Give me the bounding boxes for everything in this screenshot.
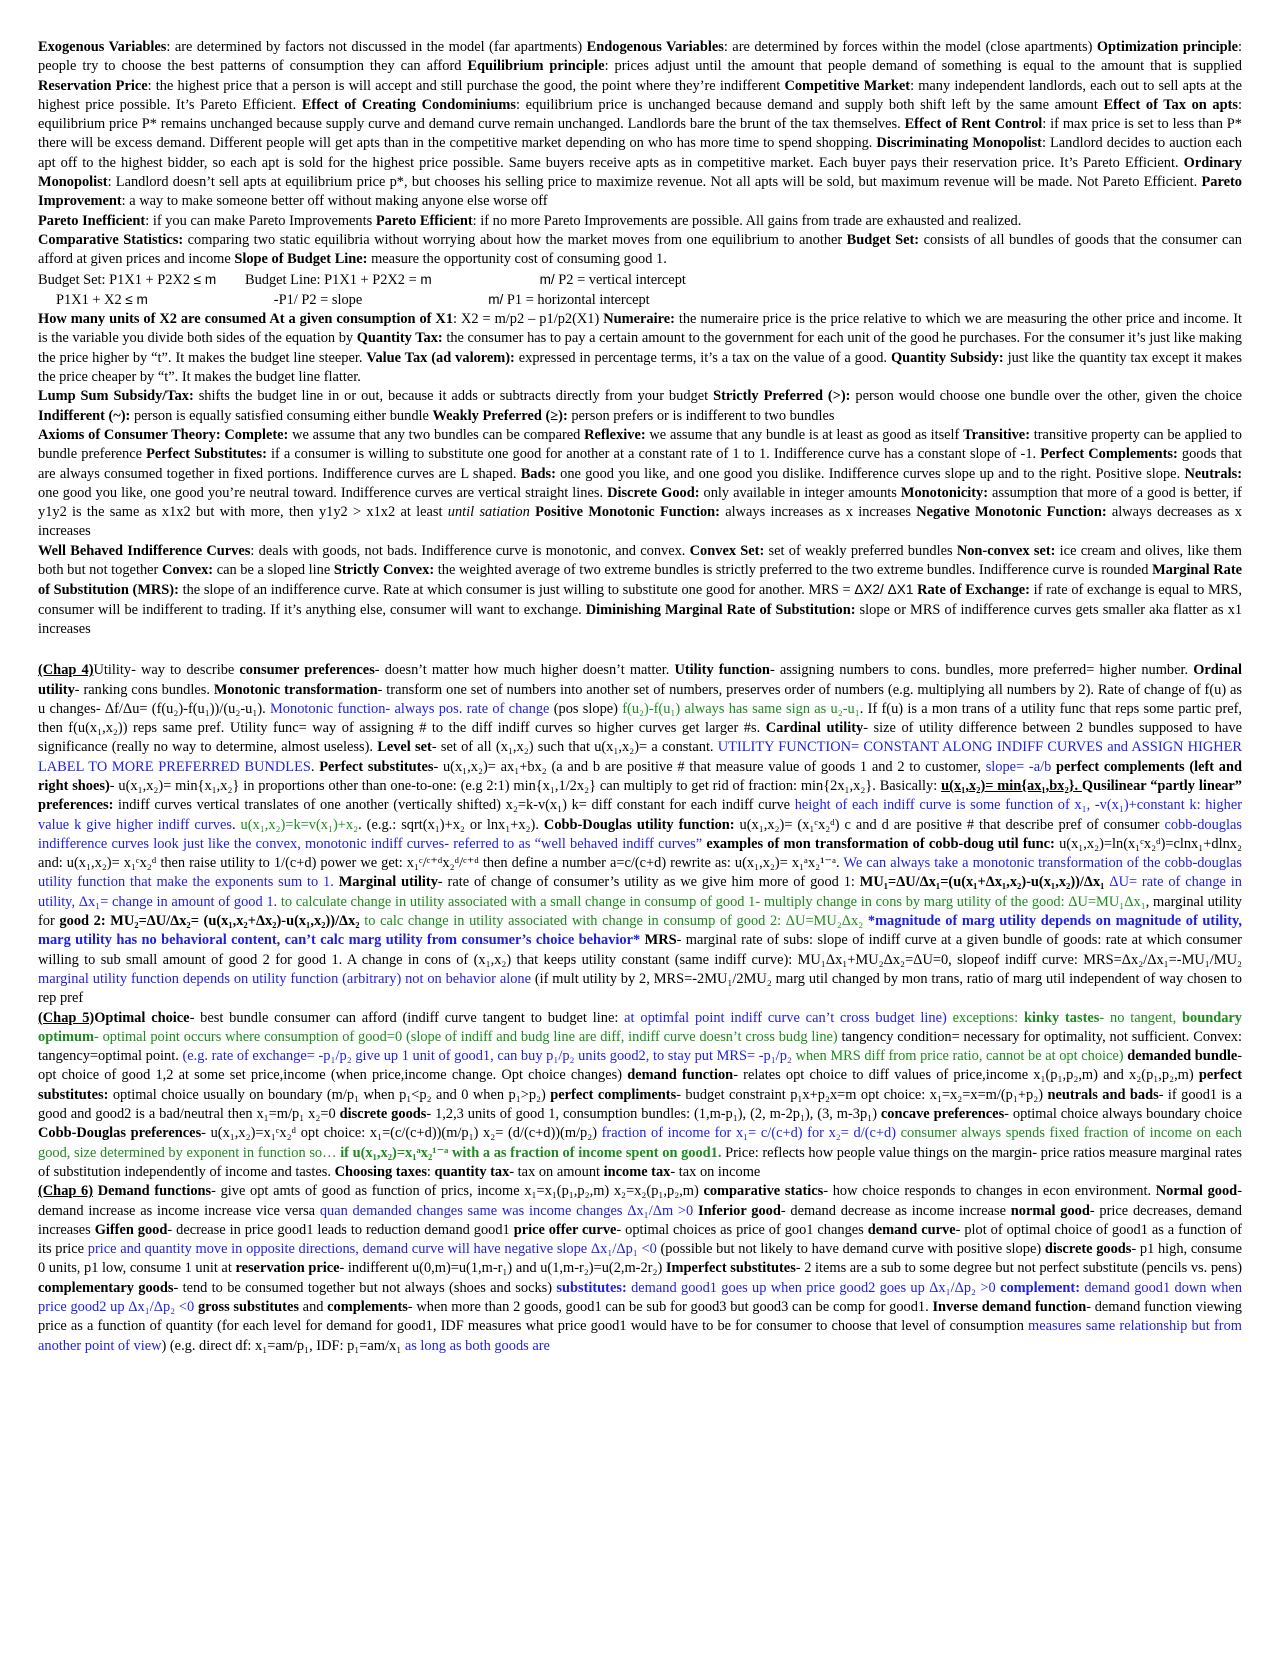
text: - relates opt choice to diff values of price,income x₁(p₁,p₂,m) and x₂(p₁,p₂,m): [733, 1067, 1199, 1084]
definition: the numeraire price is the price relative to which we are measuring the other price and income. It is the variable you divide both sides of the equation by: [38, 311, 1242, 347]
term: Slope of Budget Line:: [234, 251, 368, 268]
text: - how choice responds to changes in econ environment.: [823, 1183, 1156, 1200]
term: Endogenous Variables: [586, 39, 724, 55]
definition: the consumer has to pay a certain amount to the government for each unit of the good he purchases. For the consumer it’s just like making the price higher by “t”. It makes the budget line steeper.: [38, 330, 1242, 366]
term: Budget Set:: [846, 231, 920, 248]
term: Normal good: [1155, 1183, 1238, 1200]
term: Effect of Rent Control: [904, 116, 1043, 133]
highlight-green: kinky tastes: [1023, 1009, 1100, 1026]
text: - tax on income: [670, 1163, 761, 1180]
term: Pareto Improvement: [38, 174, 1242, 210]
chapter-4-paragraph: [38, 661, 1242, 1008]
term: Effect of Tax on apts: [1103, 96, 1239, 113]
highlight-blue: quan demanded changes same was income changes Δx₁/Δm >0: [319, 1202, 694, 1219]
text: - u(x₁,x₂)= ax₁+bx₂ (a and b are positive # that measure value of goods 1 and 2 to customer,: [433, 758, 986, 775]
definition: one good you like, one good you’re neutral toward. Indifference curves are vertical straight lines.: [38, 484, 608, 501]
term: perfect complements (left and right shoes): [38, 758, 1243, 794]
highlight-green: to calc change in utility associated with change in consump of good 2: ΔU=MU₂Δx₂: [359, 913, 868, 930]
term: perfect substitutes:: [38, 1067, 1242, 1103]
definition-emphasis: until satiation: [447, 504, 530, 521]
term: comparative statics: [703, 1183, 824, 1200]
definition: : if max price is set to less than P* there will be excess demand. Different people will get apts than in the competitive market depending on who has more time to spend shopping.: [38, 116, 1242, 152]
term: Imperfect substitutes: [665, 1260, 796, 1277]
definition: always decreases as x increases: [38, 504, 1242, 540]
term: Convex Set:: [689, 542, 765, 559]
highlight-green: when MRS diff from price ratio, cannot be at opt choice): [791, 1048, 1124, 1065]
term: price offer curve: [513, 1221, 617, 1238]
mrs-formula: ΔX2/ ΔX1: [854, 582, 914, 598]
term: neutrals and bads: [1047, 1086, 1159, 1103]
term: Convex:: [161, 562, 214, 579]
term: Transitive:: [963, 426, 1030, 443]
term: Perfect Substitutes:: [146, 446, 267, 463]
term: Indifferent (~):: [38, 407, 131, 424]
highlight-blue: *magnitude of marg utility depends on magnitude of utility, marg utility has no behavioral content, can’t calc marg utility from consumer’s choice behavior*: [38, 913, 1242, 949]
highlight-blue: height of each indiff curve is some function of x₁, -v(x₁)+constant k: higher value k give higher indiff curves: [38, 797, 1242, 833]
term: Bads:: [520, 465, 556, 482]
text: - doesn’t matter how much higher doesn’t matter.: [374, 662, 675, 679]
text: Price: reflects how people value things on the margin- price ratios measure marginal rates of substitution independently of income and tastes.: [38, 1144, 1242, 1180]
definition: : if no more Pareto Improvements are possible. All gains from trade are exhausted and realized.: [472, 212, 1022, 229]
text: . If f(u) is a mon trans of a utility func that reps some partic pref, then f(u(x₁,x₂)) reps same pref. Utility func= way of assigning # to the diff indiff curves so higher curves get larger #s.: [38, 700, 1243, 737]
vertical-intercept: P2 = vertical intercept: [554, 271, 686, 288]
term: complementary goods: [38, 1279, 174, 1296]
chapter-heading: (Chap 4): [38, 662, 94, 679]
definition: : deals with goods, not bads. Indifference curve is monotonic, and convex.: [250, 542, 690, 559]
term: examples of mon transformation of cobb-doug util func:: [706, 835, 1055, 852]
definition: : Landlord doesn’t sell apts at equilibrium price p*, but chooses his selling price to maximize revenue. Not all apts will be sold, but maximum revenue will be made. Not Pareto Efficient.: [107, 174, 1202, 191]
highlight-green: boundary optimum: [38, 1009, 1243, 1045]
chapter-heading: (Chap 5): [38, 1009, 95, 1026]
highlight-green: exceptions:: [952, 1009, 1024, 1026]
term: quantity tax: [434, 1163, 510, 1180]
chapter-6-paragraph: [38, 1182, 1242, 1356]
definition: : prices adjust until the amount that people demand of something is equal to the amount that is supplied: [604, 58, 1243, 75]
text: - plot of optimal choice of good1 as a function of its price: [38, 1221, 1242, 1258]
term: Weakly Preferred (≥):: [432, 407, 568, 424]
definition: shifts the budget line in or out, because it adds or subtracts directly from your budget: [193, 388, 714, 405]
highlight-green: to calculate change in utility associated with a small change in consump of good 1- multiply change in cons by marg utility of the good: ΔU=MU₁Δx₁: [277, 893, 1146, 910]
text: - assigning numbers to cons. bundles, more preferred= higher number.: [769, 662, 1194, 679]
term: Well Behaved Indifference Curves: [38, 542, 251, 559]
term: Quantity Tax:: [356, 330, 443, 347]
text: - demand increase as income increase vice versa: [38, 1183, 1242, 1219]
definition: goods that are always consumed together in fixed portions. Indifference curves are L shaped.: [38, 446, 1242, 482]
text: - 2 items are a sub to some degree but not perfect substitute (pencils vs. pens): [795, 1260, 1243, 1277]
term: Positive Monotonic Function:: [529, 504, 720, 521]
term: Pareto Efficient: [375, 212, 473, 229]
term: MU₁=ΔU/Δx₁=(u(x₁+Δx₁,x₂)-u(x₁,x₂))/Δx₁: [859, 874, 1105, 891]
term: gross substitutes: [197, 1299, 299, 1315]
term: u(x₁,x₂)= min{ax₁,bx₂}.: [941, 777, 1082, 794]
text: - transform one set of numbers into another set of numbers, preserves order of numbers (e.g. multiplying all numbers by 2). Rate of change of f(u) as u changes- Δf/Δu= (f(u₂)-f(u₁))/(u₂-u₁).: [38, 681, 1243, 717]
definition: : X2 = m/p2 – p1/p2(X1): [453, 311, 604, 328]
term: Optimization principle: [1096, 39, 1238, 55]
definitions-paragraph: [38, 212, 1242, 270]
term: Qusilinear “partly linear” preferences:: [38, 777, 1242, 814]
term: Perfect substitutes: [319, 758, 434, 775]
term: consumer preferences: [239, 662, 375, 679]
definition: consists of all bundles of goods that the consumer can afford at given prices and income: [38, 231, 1242, 268]
text: - best bundle consumer can afford (indiff curve tangent to budget line:: [189, 1009, 625, 1026]
text: - opt choice of good 1,2 at some set price,income (when price,income change. Opt choice changes): [38, 1048, 1243, 1084]
text: - demand decrease as income increase: [780, 1202, 1011, 1219]
term: Cobb-Douglas preferences: [38, 1125, 202, 1142]
text: - decrease in price good1 leads to reduction demand good1: [167, 1221, 514, 1238]
term: Strictly Convex:: [333, 562, 435, 579]
highlight-blue: measures same relationship but from another point of view: [38, 1318, 1242, 1354]
definition: we assume that any bundle is at least as good as itself: [645, 426, 964, 443]
budget-line-row: [38, 270, 1242, 290]
highlight-blue: fraction of income for x₁= c/(c+d) for x₂= d/(c+d): [601, 1125, 896, 1142]
section-spacer: [38, 639, 1242, 661]
text: optimal choice usually on boundary (m/p₁ when p₁<p₂ and 0 when p₁>p₂): [108, 1086, 551, 1103]
definition: just like the quantity tax except it makes the price cheaper by “t”. It makes the budget line flatter.: [38, 349, 1242, 386]
highlight-blue: demand good1 goes up when price good2 goes up: [626, 1279, 930, 1296]
term: Inverse demand function: [932, 1299, 1087, 1315]
budget-set-formula: P1X1 + X2: [56, 291, 126, 308]
text: - tend to be consumed together but not always (shoes and socks): [173, 1279, 557, 1296]
text: - rate of change of consumer’s utility as we give him more of good 1:: [437, 874, 860, 891]
chapter-heading: (Chap 6): [38, 1183, 94, 1200]
definition: : a way to make someone better off without making anyone else worse off: [121, 193, 548, 210]
term: Cobb-Douglas utility function:: [543, 816, 735, 833]
highlight-blue: cobb-douglas indifference curves look just like the convex, monotonic indiff curves- referred to as “well behaved indiff curves”: [38, 816, 1242, 852]
text: tangency condition= necessary for optimality, not sufficient. Convex: tangency=optimal point.: [38, 1028, 1242, 1065]
chapter-5-paragraph: [38, 1009, 1242, 1183]
term: Neutrals:: [1184, 465, 1242, 482]
text: - 1,2,3 units of good 1, consumption bundles: (1,m-p₁), (2, m-2p₁), (3, m-3p₁): [426, 1106, 881, 1123]
text: u(x₁,x₂)=ln(x₁ᶜx₂ᵈ)=clnx₁+dlnx₂ and: u(x₁,x₂)= x₁ᶜx₂ᵈ then raise utility to 1/(c+d) power we get: x₁ᶜ/ᶜ⁺ᵈx₂ᵈ/ᶜ⁺ᵈ then define a number a=c/(c+d) rewrite as: u(x₁,x₂)= x₁ᵃx₂¹⁻ᵃ.: [38, 835, 1242, 872]
highlight-blue: UTILITY FUNCTION= CONSTANT ALONG INDIFF CURVES and ASSIGN HIGHER LABEL TO MORE PREFERRED BUNDLES: [38, 739, 1242, 775]
term: Numeraire:: [603, 311, 675, 328]
term: Lump Sum Subsidy/Tax:: [38, 388, 194, 405]
term: Competitive Market: [784, 77, 911, 94]
term: Non-convex set:: [956, 542, 1056, 559]
term: Reflexive:: [584, 426, 646, 443]
term: Diminishing Marginal Rate of Substitution:: [585, 601, 856, 618]
term: income tax: [603, 1163, 671, 1180]
term: MRS: [644, 932, 677, 949]
budget-line-row: [38, 290, 1242, 310]
text: .: [310, 758, 320, 775]
term: Strictly Preferred (>):: [713, 388, 851, 405]
term: Effect of Creating Condominiums: [301, 96, 516, 113]
text: , marginal utility for: [38, 893, 1242, 930]
definition: assumption that more of a good is better, if y1y2 is the same as x1x2 but with more, then y1y2 > x1x2 at least: [38, 484, 1242, 521]
math-symbol: ≤ m: [125, 291, 148, 307]
definition: comparing two static equilibria without worrying about how the market moves from one equilibrium to another: [183, 231, 847, 248]
text: - optimal choice always boundary choice: [1004, 1106, 1242, 1123]
text: - budget constraint p₁x+p₂x=m opt choice: x₁=x₂=x=m/(p₁+p₂): [676, 1086, 1048, 1103]
term: discrete goods: [339, 1106, 427, 1123]
definition: expressed in percentage terms, it’s a tax on the value of a good.: [514, 349, 891, 366]
text: - ranking cons bundles.: [74, 681, 214, 698]
budget-set-formula: Budget Set: P1X1 + P2X2: [38, 271, 194, 288]
highlight-blue: marginal utility function depends on utility function (arbitrary) not on behavior alone: [38, 970, 531, 987]
term: Comparative Statistics:: [38, 231, 184, 248]
slope-formula: -P1/ P2 = slope: [273, 291, 363, 308]
term: Marginal Rate of Substitution (MRS):: [38, 562, 1243, 599]
term: reservation price: [235, 1260, 340, 1277]
text: - u(x₁,x₂)= min{x₁,x₂} in proportions other than one-to-one: (e.g 2:1) min{x₁,1/2x₂} can multiply to get rid of fraction: min{2x₁,x₂}. Basically:: [109, 777, 942, 794]
text: - set of all (x₁,x₂) such that u(x₁,x₂)= a constant.: [431, 739, 718, 756]
highlight-blue: Δx₁/Δp₁ <0: [587, 1241, 657, 1258]
definition: one good you like, and one good you dislike. Indifference curves slope up and to the right. Positive slope.: [555, 465, 1185, 482]
definition: the slope of an indifference curve. Rate at which consumer is just willing to substitute one good for another. MRS =: [178, 582, 855, 599]
definition: : many independent landlords, each out to sell apts at the highest price possible. It’s Pareto Efficient.: [38, 77, 1242, 113]
term: Monotonic transformation: [213, 681, 378, 698]
definition: : Landlord decides to auction each apt off to the highest bidder, so each apt is sold for the highest price possible. Same buyers receive apts as in competitive market. Each buyer pays their reservation price. It’s Pareto Efficient.: [38, 135, 1242, 171]
text: - demand function viewing price as a function of quantity (for each level for demand for good1, IDF measures what price good1 would have to be for consumer to choose that level of consumption: [38, 1299, 1243, 1335]
definition: measure the opportunity cost of consuming good 1.: [367, 251, 667, 268]
text: . (e.g.: sqrt(x₁)+x₂ or lnx₁+x₂).: [358, 816, 544, 833]
term: Ordinary Monopolist: [38, 154, 1242, 191]
math-symbol: ≤ m: [193, 271, 217, 287]
definition: the weighted average of two extreme bundles is strictly preferred to the two extreme bundles. Indifference curve is rounded: [434, 562, 1153, 579]
highlight-green: f(u₂)-f(u₁) always has same sign as u₂-u₁: [622, 700, 860, 717]
highlight-blue: We can always take a monotonic transformation of the cobb-douglas utility function that make the exponents sum to 1.: [38, 855, 1243, 891]
term: complements: [327, 1299, 408, 1315]
highlight-blue: (e.g. rate of exchange= -p₁/p₂ give up 1 unit of good1, can buy p₁/p₂ units good2, to stay put MRS= -p₁/p₂: [182, 1048, 792, 1065]
definition: ice cream and olives, like them both but not together: [38, 542, 1242, 579]
math-symbol: m/: [488, 291, 504, 307]
definition: person prefers or is indifferent to two bundles: [567, 407, 835, 424]
term: Negative Monotonic Function:: [916, 504, 1107, 521]
definition: slope or MRS of indifference curves gets smaller aka flatter as x1 increases: [38, 601, 1243, 637]
text: (pos slope): [549, 700, 623, 717]
term: How many units of X2 are consumed At a given consumption of X1: [38, 311, 454, 328]
definition: can be a sloped line: [213, 562, 334, 579]
text: - p1 high, consume 0 units, p1 low, consume 1 unit at: [38, 1241, 1242, 1277]
term: Giffen good: [94, 1221, 168, 1238]
definition: : equilibrium price is unchanged because demand and supply both shift left by the same amount: [515, 96, 1104, 113]
term: Rate of Exchange:: [913, 582, 1030, 599]
definition: : the highest price that a person is will accept and still purchase the good, the point where they’re indifferent: [147, 77, 785, 94]
definition: we assume that any two bundles can be compared: [288, 426, 585, 443]
text: Utility- way to describe: [93, 662, 240, 679]
highlight-blue: ΔU= rate of change in utility, Δx₁= change in amount of good 1.: [38, 874, 1242, 910]
definition: : if you can make Pareto Improvements: [145, 212, 376, 229]
term: Perfect Complements:: [1040, 446, 1178, 463]
text: - indifferent u(0,m)=u(1,m-r₁) and u(1,m-r₂)=u(2,m-2r₂): [339, 1260, 666, 1277]
definition: person would choose one bundle over the other, given the choice: [850, 388, 1242, 405]
term: Optimal choice: [94, 1009, 190, 1026]
definitions-paragraph: [38, 310, 1242, 639]
definition: : are determined by forces within the model (close apartments): [723, 39, 1097, 55]
highlight-blue: slope= -a/b: [985, 758, 1052, 775]
definition: transitive property can be applied to bundle preference: [38, 426, 1242, 463]
term: demand curve: [867, 1221, 956, 1238]
term: Demand functions: [93, 1183, 212, 1200]
text: - tax on amount: [509, 1163, 604, 1180]
term: Equilibrium principle: [467, 58, 605, 75]
term: good 2: MU₂=ΔU/Δx₂= (u(x₁,x₂+Δx₂)-u(x₁,x₂))/Δx₂: [59, 913, 360, 930]
text: - optimal choices as price of goo1 changes: [616, 1221, 868, 1238]
text: :: [426, 1163, 435, 1180]
highlight-green: u(x₁,x₂)=k=v(x₁)+x₂: [240, 816, 359, 833]
term: Value Tax (ad valorem):: [366, 349, 515, 366]
horizontal-intercept: P1 = horizontal intercept: [503, 291, 650, 308]
definition: person is equally satisfied consuming either bundle: [130, 407, 433, 424]
highlight-green: - no tangent,: [1099, 1009, 1183, 1026]
term: perfect compliments: [550, 1086, 677, 1103]
highlight-blue: Monotonic function- always pos. rate of change: [270, 700, 550, 717]
definition: set of weakly preferred bundles: [764, 542, 957, 559]
term: Discrete Good:: [607, 484, 700, 501]
text: u(x₁,x₂)= (x₁ᶜx₂ᵈ) c and d are positive # that describe pref of consumer: [734, 816, 1165, 833]
text: - price decreases, demand increases: [38, 1202, 1242, 1238]
term: Exogenous Variables: [38, 39, 167, 55]
term: discrete goods: [1044, 1241, 1132, 1258]
highlight-blue: at optimfal point indiff curve can’t cross budget line): [624, 1009, 947, 1026]
term: demand function: [627, 1067, 734, 1084]
highlight-blue: as long as both goods are: [404, 1337, 550, 1354]
term: Monotonicity:: [900, 484, 989, 501]
highlight-blue: price and quantity move in opposite directions, demand curve will have negative slope: [87, 1241, 588, 1258]
definitions-paragraph: [38, 38, 1242, 212]
term: normal good: [1010, 1202, 1090, 1219]
definition: always increases as x increases: [719, 504, 917, 521]
highlight-green: if u(x₁,x₂)=x₁ᵃx₂¹⁻ᵃ with a as fraction of income spent on good1.: [340, 1144, 722, 1161]
text: and: [298, 1299, 328, 1315]
budget-line-formula: Budget Line: P1X1 + P2X2 =: [244, 271, 421, 288]
text: (if mult utility by 2, MRS=-2MU₁/2MU₂ marg util changed by mon trans, ratio of marg util independent of way chosen to rep pref: [38, 970, 1242, 1007]
definition: : are determined by factors not discussed in the model (far apartments): [166, 39, 587, 55]
text: - size of utility difference between 2 bundles supposed to have significance (really no way to determine, almost useless).: [38, 720, 1242, 756]
term: Discriminating Monopolist: [876, 135, 1042, 152]
definition: : equilibrium price P* remains unchanged because supply curve and demand curve remain unchanged. Landlords bare the brunt of the tax themselves.: [38, 96, 1243, 133]
highlight-green: consumer always spends fixed fraction of income on each good, size determined by exponent in function so…: [38, 1125, 1242, 1161]
text: - u(x₁,x₂)=x₁ᶜx₂ᵈ opt choice: x₁=(c/(c+d))(m/p₁) x₂= (d/(c+d))(m/p₂): [201, 1125, 602, 1142]
term: Utility function: [674, 662, 770, 679]
text: indiff curves vertical translates of one another (vertically shifted) x₂=k-v(x₁) k= diff constant for each indiff curve: [113, 797, 795, 814]
definition: if rate of exchange is equal to MRS, consumer will be indifferent to trading. If it’s anything else, consumer will want to exchange.: [38, 582, 1243, 618]
highlight-blue: Δx₁/Δp₂ >0: [929, 1279, 996, 1296]
term: Choosing taxes: [334, 1163, 427, 1180]
math-symbol: m: [420, 271, 432, 287]
definition: only available in integer amounts: [699, 484, 901, 501]
term: Cardinal utility: [765, 720, 864, 737]
term: concave preferences: [880, 1106, 1005, 1123]
highlight-blue: substitutes:: [556, 1279, 627, 1296]
term: Ordinal utility: [38, 662, 1242, 698]
highlight-blue: complement:: [1000, 1279, 1080, 1296]
term: Inferior good: [698, 1202, 781, 1219]
text: .: [231, 816, 241, 833]
text: - marginal rate of subs: slope of indiff curve at a given bundle of goods: rate at which consumer willing to sub small amount of good 2 for good 1. A change in cons of (x₁,x₂) that keeps utility constant (same indiff curve): MU₁Δx₁+MU₂Δx₂=ΔU=0, slopeof indiff curve: MRS=Δx₂/Δx₁=-MU₁/MU₂: [38, 932, 1242, 968]
text: - give opt amts of good as function of prics, income x₁=x₁(p₁,p₂,m) x₂=x₂(p₁,p₂,m): [211, 1183, 704, 1200]
text: - when more than 2 goods, good1 can be sub for good3 but good3 can be comp for good1.: [407, 1299, 933, 1315]
text: - if good1 is a good and good2 is a bad/neutral then x₁=m/p₁ x₂=0: [38, 1086, 1242, 1123]
text: (possible but not likely to have demand curve with positive slope): [656, 1241, 1045, 1258]
definition: if a consumer is willing to substitute one good for another at a constant rate of 1 to 1. Indifference curve has a constant slope of -1.: [266, 446, 1041, 463]
term: Axioms of Consumer Theory: Complete:: [38, 426, 289, 443]
highlight-blue: demand good1 down when price good2 up: [38, 1279, 1243, 1315]
term: demanded bundle: [1127, 1048, 1238, 1065]
term: Marginal utility: [338, 874, 438, 891]
term: Reservation Price: [38, 77, 148, 94]
math-symbol: m/: [539, 271, 555, 287]
term: Level set: [377, 739, 432, 756]
highlight-green: - optimal point occurs where consumption of good=0 (slope of indiff and budg line are diff, indiff curve doesn’t cross budg line): [93, 1028, 838, 1045]
term: Quantity Subsidy:: [890, 349, 1004, 366]
text: ) (e.g. direct df: x₁=am/p₁, IDF: p₁=am/x₁: [161, 1337, 405, 1354]
definition: : people try to choose the best patterns of consumption they can afford: [38, 39, 1242, 75]
term: Pareto Inefficient: [38, 212, 146, 229]
highlight-blue: Δx₁/Δp₂ <0: [128, 1299, 195, 1315]
